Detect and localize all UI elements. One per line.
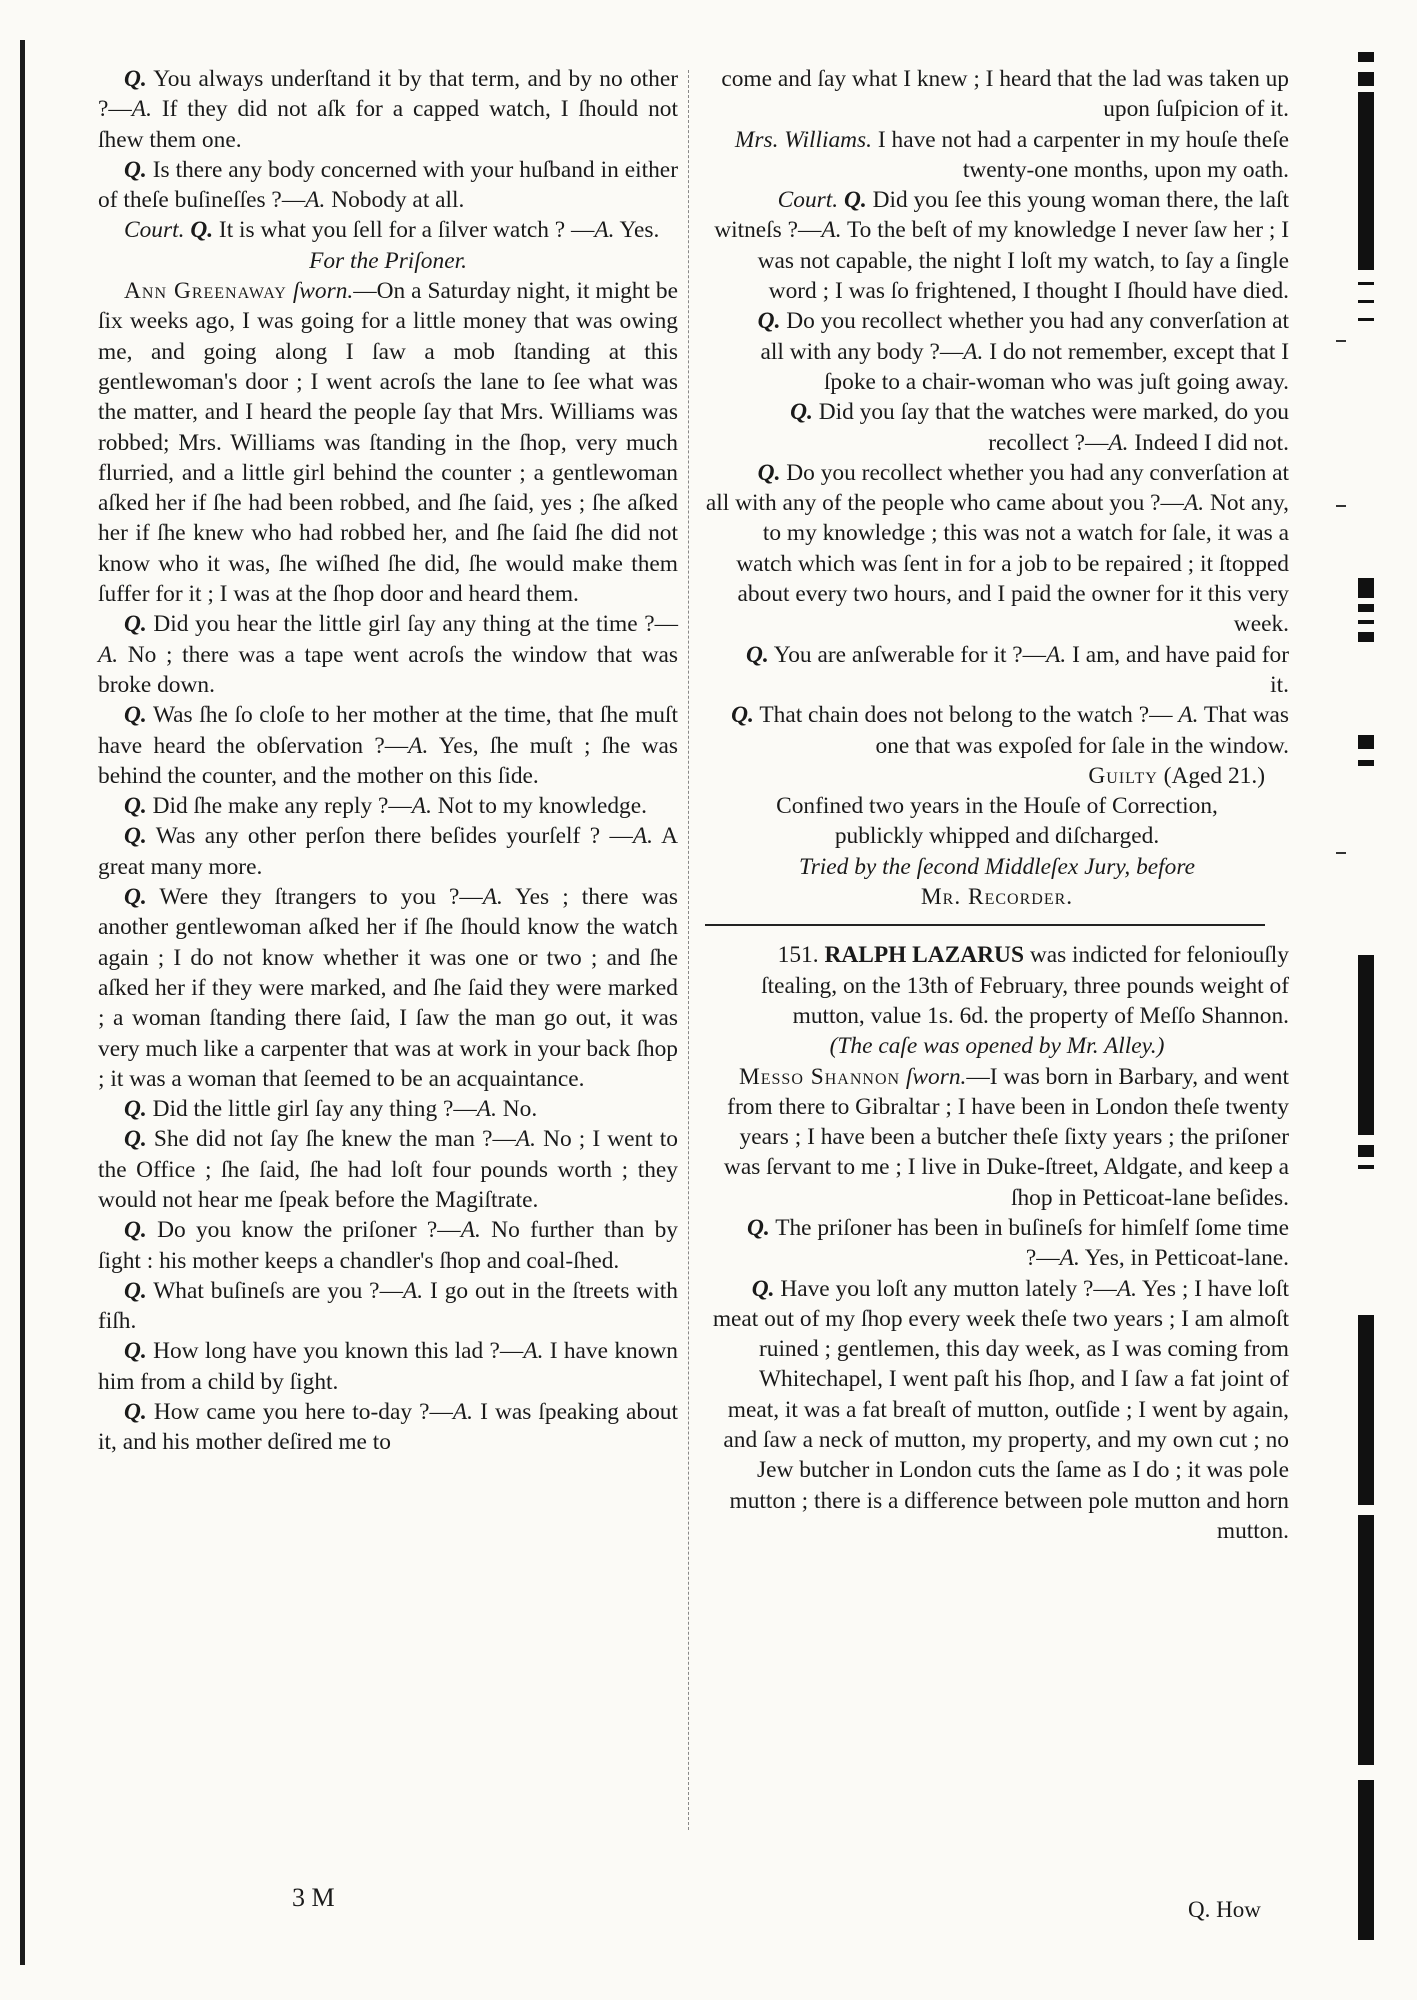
scan-edge-mark: [1358, 282, 1374, 285]
paragraph: Q. Did the little girl ſay any thing ?—A. No.: [124, 1096, 538, 1123]
paragraph: Q. Did you ſay that the watches were marked, do you recollect ?—A. Indeed I did not.: [790, 399, 1289, 456]
scan-edge-mark: [1358, 1165, 1374, 1169]
scan-edge-mark: [1358, 318, 1374, 321]
paragraph: Ann Greenaway ſworn.—On a Saturday night, it might be ſix weeks ago, I was going for a little money that was owing me, and going along I ſaw a mob ſtanding at this gentlewoman's door ; I went acroſs the lane to ſee what was the matter, and I heard the people ſay that Mrs. Williams was robbed; Mrs. Williams was ſtanding in the ſhop, very much flurried, and a little girl behind the counter ; a gentlewoman aſked her if ſhe had been robbed, and ſhe ſaid, yes ; ſhe aſked her if ſhe knew who had robbed her, and ſhe ſaid ſhe did not know who it was, ſhe wiſhed ſhe did, ſhe would make them ſuffer for it ; I was at the ſhop door and heard them.: [98, 278, 678, 608]
scan-edge-mark: [1358, 240, 1374, 270]
case-heading: 151. RALPH LAZARUS was indicted for feloniouſly ſtealing, on the 13th of February, three pounds weight of mutton, value 1s. 6d. the property of Meſſo Shannon.: [761, 942, 1289, 1029]
paragraph: Q. The priſoner has been in buſineſs for himſelf ſome time ?—A. Yes, in Petticoat-lane.: [747, 1214, 1289, 1272]
tried-line: Tried by the ſecond Middleſex Jury, before: [798, 853, 1195, 880]
section-heading: For the Priſoner.: [309, 247, 467, 274]
paragraph: come and ſay what I knew ; I heard that the lad was taken up upon ſuſpicion of it.: [721, 66, 1289, 123]
paragraph: Q. Is there any body concerned with your huſband in either of theſe buſineſſes ?—A. Nobody at all.: [98, 156, 678, 214]
scan-edge-mark: [1358, 632, 1374, 642]
scan-edge-mark: [1358, 1145, 1374, 1157]
paragraph: Court. Q. Did you ſee this young woman there, the laſt witneſs ?—A. To the beſt of my knowledge I never ſaw her ; I was not capable, the night I loſt my watch, to ſay a ſingle word ; I was ſo frightened, I thought I ſhould have died.: [714, 187, 1289, 305]
scan-edge-mark: [1358, 1315, 1374, 1505]
scan-edge-mark: [1336, 852, 1346, 854]
scan-edge-mark: [1358, 1780, 1374, 1940]
scan-edge-mark: [1358, 604, 1374, 612]
paragraph: Q. Do you recollect whether you had any converſation at all with any body ?—A. I do not remember, except that I ſpoke to a chair-woman who was juſt going away.: [757, 308, 1289, 395]
scan-edge-mark: [1358, 1515, 1374, 1765]
catchword: Q. How: [1188, 1897, 1261, 1922]
right-column: [705, 64, 1289, 1546]
left-column: [98, 64, 678, 1458]
paragraph: Q. How long have you known this lad ?—A. I have known him from a child by ſight.: [98, 1338, 678, 1395]
paragraph: Q. What buſineſs are you ?—A. I go out in the ſtreets with fiſh.: [98, 1277, 678, 1335]
paragraph: Q. Have you loſt any mutton lately ?—A. Yes ; I have loſt meat out of my ſhop every week theſe two years ; I am almoſt ruined ; gentlemen, this day week, as I was coming from Whitechapel, I went paſt his ſhop, and I ſaw a fat joint of meat, it was a fat breaſt of mutton, outſide ; I went by again, and ſaw a neck of mutton, my property, and my own cut ; no Jew butcher in London cuts the ſame as I do ; it was pole mutton ; there is a difference between pole mutton and horn mutton.: [712, 1275, 1289, 1544]
paragraph: Q. How came you here to-day ?—A. I was ſpeaking about it, and his mother deſired me to: [98, 1399, 678, 1456]
column-divider: [688, 70, 690, 1830]
paragraph: Q. Did you hear the little girl ſay any thing at the time ?—A. No ; there was a tape went acroſs the window that was broke down.: [98, 611, 678, 698]
scan-edge-mark: [1358, 620, 1374, 624]
recorder-line: Mr. Recorder.: [920, 884, 1074, 911]
paragraph: Q. Was any other perſon there beſides yourſelf ? —A. A great many more.: [98, 823, 678, 880]
paragraph: Q. Do you recollect whether you had any converſation at all with any of the people who came about you ?—A. Not any, to my knowledge ; this was not a watch for ſale, it was a watch which was ſent in for a job to be repaired ; it ſtopped about every two hours, and I paid the owner for it this very week.: [705, 459, 1289, 638]
witness-name: Ann Greenaway: [124, 278, 287, 305]
paragraph: Mrs. Williams. I have not had a carpenter in my houſe theſe twenty-one months, upon my oath.: [734, 126, 1289, 183]
scan-edge-mark: [1358, 52, 1374, 62]
sentence-line: publickly whipped and diſcharged.: [834, 823, 1160, 850]
scan-edge-mark: [1358, 300, 1374, 303]
scan-edge-mark: [1358, 92, 1374, 252]
scan-edge-mark: [1358, 735, 1374, 749]
paragraph: Q. You always underſtand it by that term, and by no other ?—A. If they did not aſk for a capped watch, I ſhould not ſhew them one.: [98, 66, 679, 153]
paragraph: Q. Did ſhe make any reply ?—A. Not to my knowledge.: [124, 793, 647, 820]
paragraph: Q. That chain does not belong to the watch ?— A. That was one that was expoſed for ſale in the window.: [731, 702, 1289, 759]
signature-mark: 3 M: [292, 1883, 335, 1912]
scan-edge-mark: [1358, 578, 1374, 598]
paragraph: Q. Were they ſtrangers to you ?—A. Yes ; there was another gentlewoman aſked her if ſhe ſhould know the watch again ; I do not know whether it was one or two ; and ſhe aſked her if they were marked, and ſhe ſaid they were marked ; a woman ſtanding there ſaid, I ſaw the man go out, it was very much like a carpenter that was at work in your back ſhop ; it was a woman that ſeemed to be an acquaintance.: [98, 884, 679, 1092]
scan-edge-mark: [1358, 72, 1374, 86]
paragraph: Q. Was ſhe ſo cloſe to her mother at the time, that ſhe muſt have heard the obſervation ?—A. Yes, ſhe muſt ; ſhe was behind the counter, and the mother on this ſide.: [98, 702, 678, 789]
scan-edge-mark: [1336, 505, 1346, 507]
case-opened-note: (The caſe was opened by Mr. Alley.): [829, 1033, 1165, 1060]
paragraph: Q. You are anſwerable for it ?—A. I am, and have paid for it.: [745, 641, 1289, 698]
case-divider: [705, 924, 1265, 926]
scan-edge-mark: [1358, 760, 1374, 766]
scan-edge-mark: [1336, 340, 1346, 342]
paragraph: Court. Q. It is what you ſell for a ſilver watch ? —A. Yes.: [124, 217, 660, 244]
verdict: Guilty (Aged 21.): [1088, 762, 1265, 789]
sentence-line: Confined two years in the Houſe of Correction,: [776, 793, 1218, 820]
page-edge-rule: [20, 40, 25, 1965]
paragraph: Q. She did not ſay ſhe knew the man ?—A. No ; I went to the Office ; ſhe ſaid, ſhe had loſt four pounds worth ; they would not hear me ſpeak before the Magiſtrate.: [98, 1126, 678, 1213]
paragraph: Q. Do you know the priſoner ?—A. No further than by ſight : his mother keeps a chandler's ſhop and coal-ſhed.: [98, 1217, 678, 1274]
scan-edge-mark: [1358, 955, 1374, 1135]
paragraph: Messo Shannon ſworn.—I was born in Barbary, and went from there to Gibraltar ; I have been in London theſe twenty years ; I have been a butcher theſe ſixty years ; the priſoner was ſervant to me ; I live in Duke-ſtreet, Aldgate, and keep a ſhop in Petticoat-lane beſides.: [723, 1063, 1289, 1211]
witness-name: Messo Shannon: [738, 1063, 901, 1090]
